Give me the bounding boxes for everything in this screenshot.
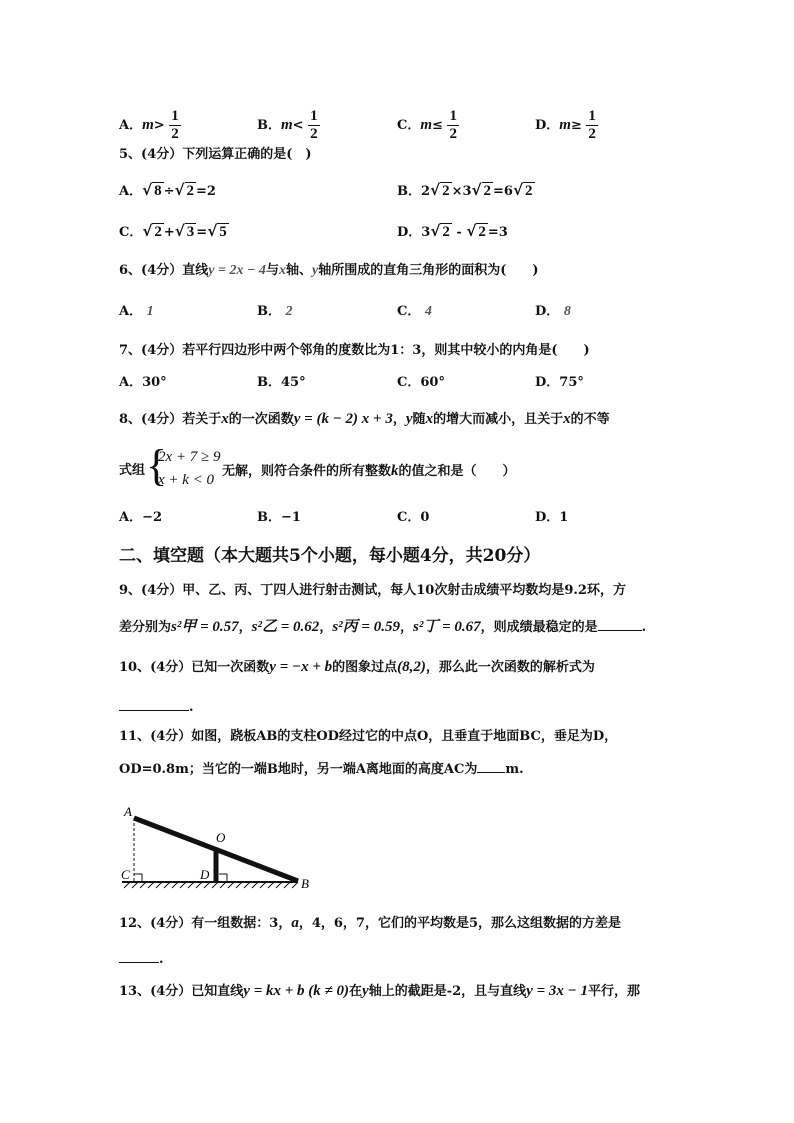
- label-a: A: [124, 804, 132, 819]
- answer-blank[interactable]: [598, 618, 642, 631]
- q9-line1: 9、(4分）甲、乙、丙、丁四人进行射击测试，每人10次射击成绩平均数均是9.2环，方: [119, 583, 626, 598]
- q8-option-a: A．−2: [119, 510, 163, 525]
- q7-option-b: B．45°: [257, 375, 306, 390]
- q6-option-c: C． 4: [397, 304, 432, 319]
- q6-option-b: B． 2: [257, 304, 293, 319]
- q9-line2: 差分别为s²甲 = 0.57，s²乙 = 0.62，s²丙 = 0.59，s²丁 = 0.67，则成绩最稳定的是 .: [119, 619, 647, 635]
- fraction: $\frac{1}{2}$: [310, 108, 318, 142]
- q7-option-c: C．60°: [397, 375, 445, 390]
- q5-option-a: A．√ 8 ÷√ 2 =2: [119, 181, 216, 199]
- q8-stem: 8、(4分）若关于x的一次函数y = (k − 2) x + 3，y随x的增大而减小，且关于x的不等: [119, 411, 610, 427]
- q13-stem: 13、(4分）已知直线y = kx + b (k ≠ 0)在y轴上的截距是-2，且与直线y = 3x − 1平行，那: [119, 983, 640, 999]
- q8-option-c: C．0: [397, 510, 430, 525]
- inequality-1: 2x + 7 ≥ 9: [158, 449, 221, 465]
- q4-option-b: B．m< $\frac{1}{2}$: [257, 108, 318, 142]
- q8-option-d: D．1: [535, 510, 569, 525]
- fraction: $\frac{1}{2}$: [449, 108, 457, 142]
- answer-blank[interactable]: [119, 698, 189, 711]
- inequality-2: x + k < 0: [158, 472, 215, 488]
- label-b: B: [301, 876, 309, 891]
- q10-stem: 10、(4分）已知一次函数y = −x + b的图象过点(8,2)，那么此一次函数的解析式为: [119, 659, 595, 675]
- fraction: $\frac{1}{2}$: [171, 108, 179, 142]
- answer-blank[interactable]: [477, 760, 505, 773]
- q6-stem: 6、(4分）直线y = 2x − 4与x轴、y轴所围成的直角三角形的面积为( ): [119, 263, 539, 278]
- q4-option-a: A．m> $\frac{1}{2}$: [119, 108, 179, 142]
- q8-line2-rest: 无解，则符合条件的所有整数k的值之和是（ ）: [222, 463, 516, 479]
- right-angle-mark-c: [134, 874, 142, 882]
- q7-option-a: A．30°: [119, 375, 167, 390]
- q6-option-d: D． 8: [535, 304, 571, 319]
- q8-option-b: B．−1: [257, 510, 301, 525]
- q4-option-d: D．m≥ $\frac{1}{2}$: [535, 108, 596, 142]
- label-d: D: [200, 867, 210, 882]
- q7-option-d: D．75°: [535, 375, 584, 390]
- q12-stem: 12、(4分）有一组数据：3，a，4，6，7，它们的平均数是5，那么这组数据的方差是: [119, 915, 622, 931]
- q11-line2: OD=0.8m；当它的一端B地时，另一端A离地面的高度AC为 m.: [119, 762, 524, 777]
- q5-option-c: C．√ 2 +√ 3 =√ 5: [119, 222, 227, 240]
- label-c: C: [121, 867, 130, 882]
- section-title: 二、填空题（本大题共5个小题，每小题4分，共20分）: [119, 546, 541, 566]
- q11-line1: 11、(4分）如图，跷板AB的支柱OD经过它的中点O，且垂直于地面BC，垂足为D，: [119, 729, 618, 744]
- seesaw-figure: [112, 800, 322, 895]
- q5-option-d: D．3√ 2 - √ 2 =3: [397, 222, 508, 240]
- label-o: O: [216, 830, 226, 845]
- q4-option-c: C．m≤ $\frac{1}{2}$: [397, 108, 457, 142]
- q12-answer-line: .: [119, 950, 164, 969]
- q6-option-a: A． 1: [119, 304, 154, 319]
- q8-line2-prefix: 式组: [119, 463, 146, 478]
- q5-option-b: B．2√ 2 ×3√ 2 =6√ 2: [397, 181, 533, 199]
- q5-stem: 5、(4分）下列运算正确的是( ): [119, 147, 312, 162]
- brace: {: [146, 441, 168, 490]
- answer-blank[interactable]: [119, 950, 159, 963]
- q7-stem: 7、(4分）若平行四边形中两个邻角的度数比为1：3，则其中较小的内角是( ): [119, 343, 590, 358]
- right-angle-mark-d: [219, 874, 227, 882]
- fraction: $\frac{1}{2}$: [588, 108, 596, 142]
- q10-answer-line: .: [119, 698, 194, 717]
